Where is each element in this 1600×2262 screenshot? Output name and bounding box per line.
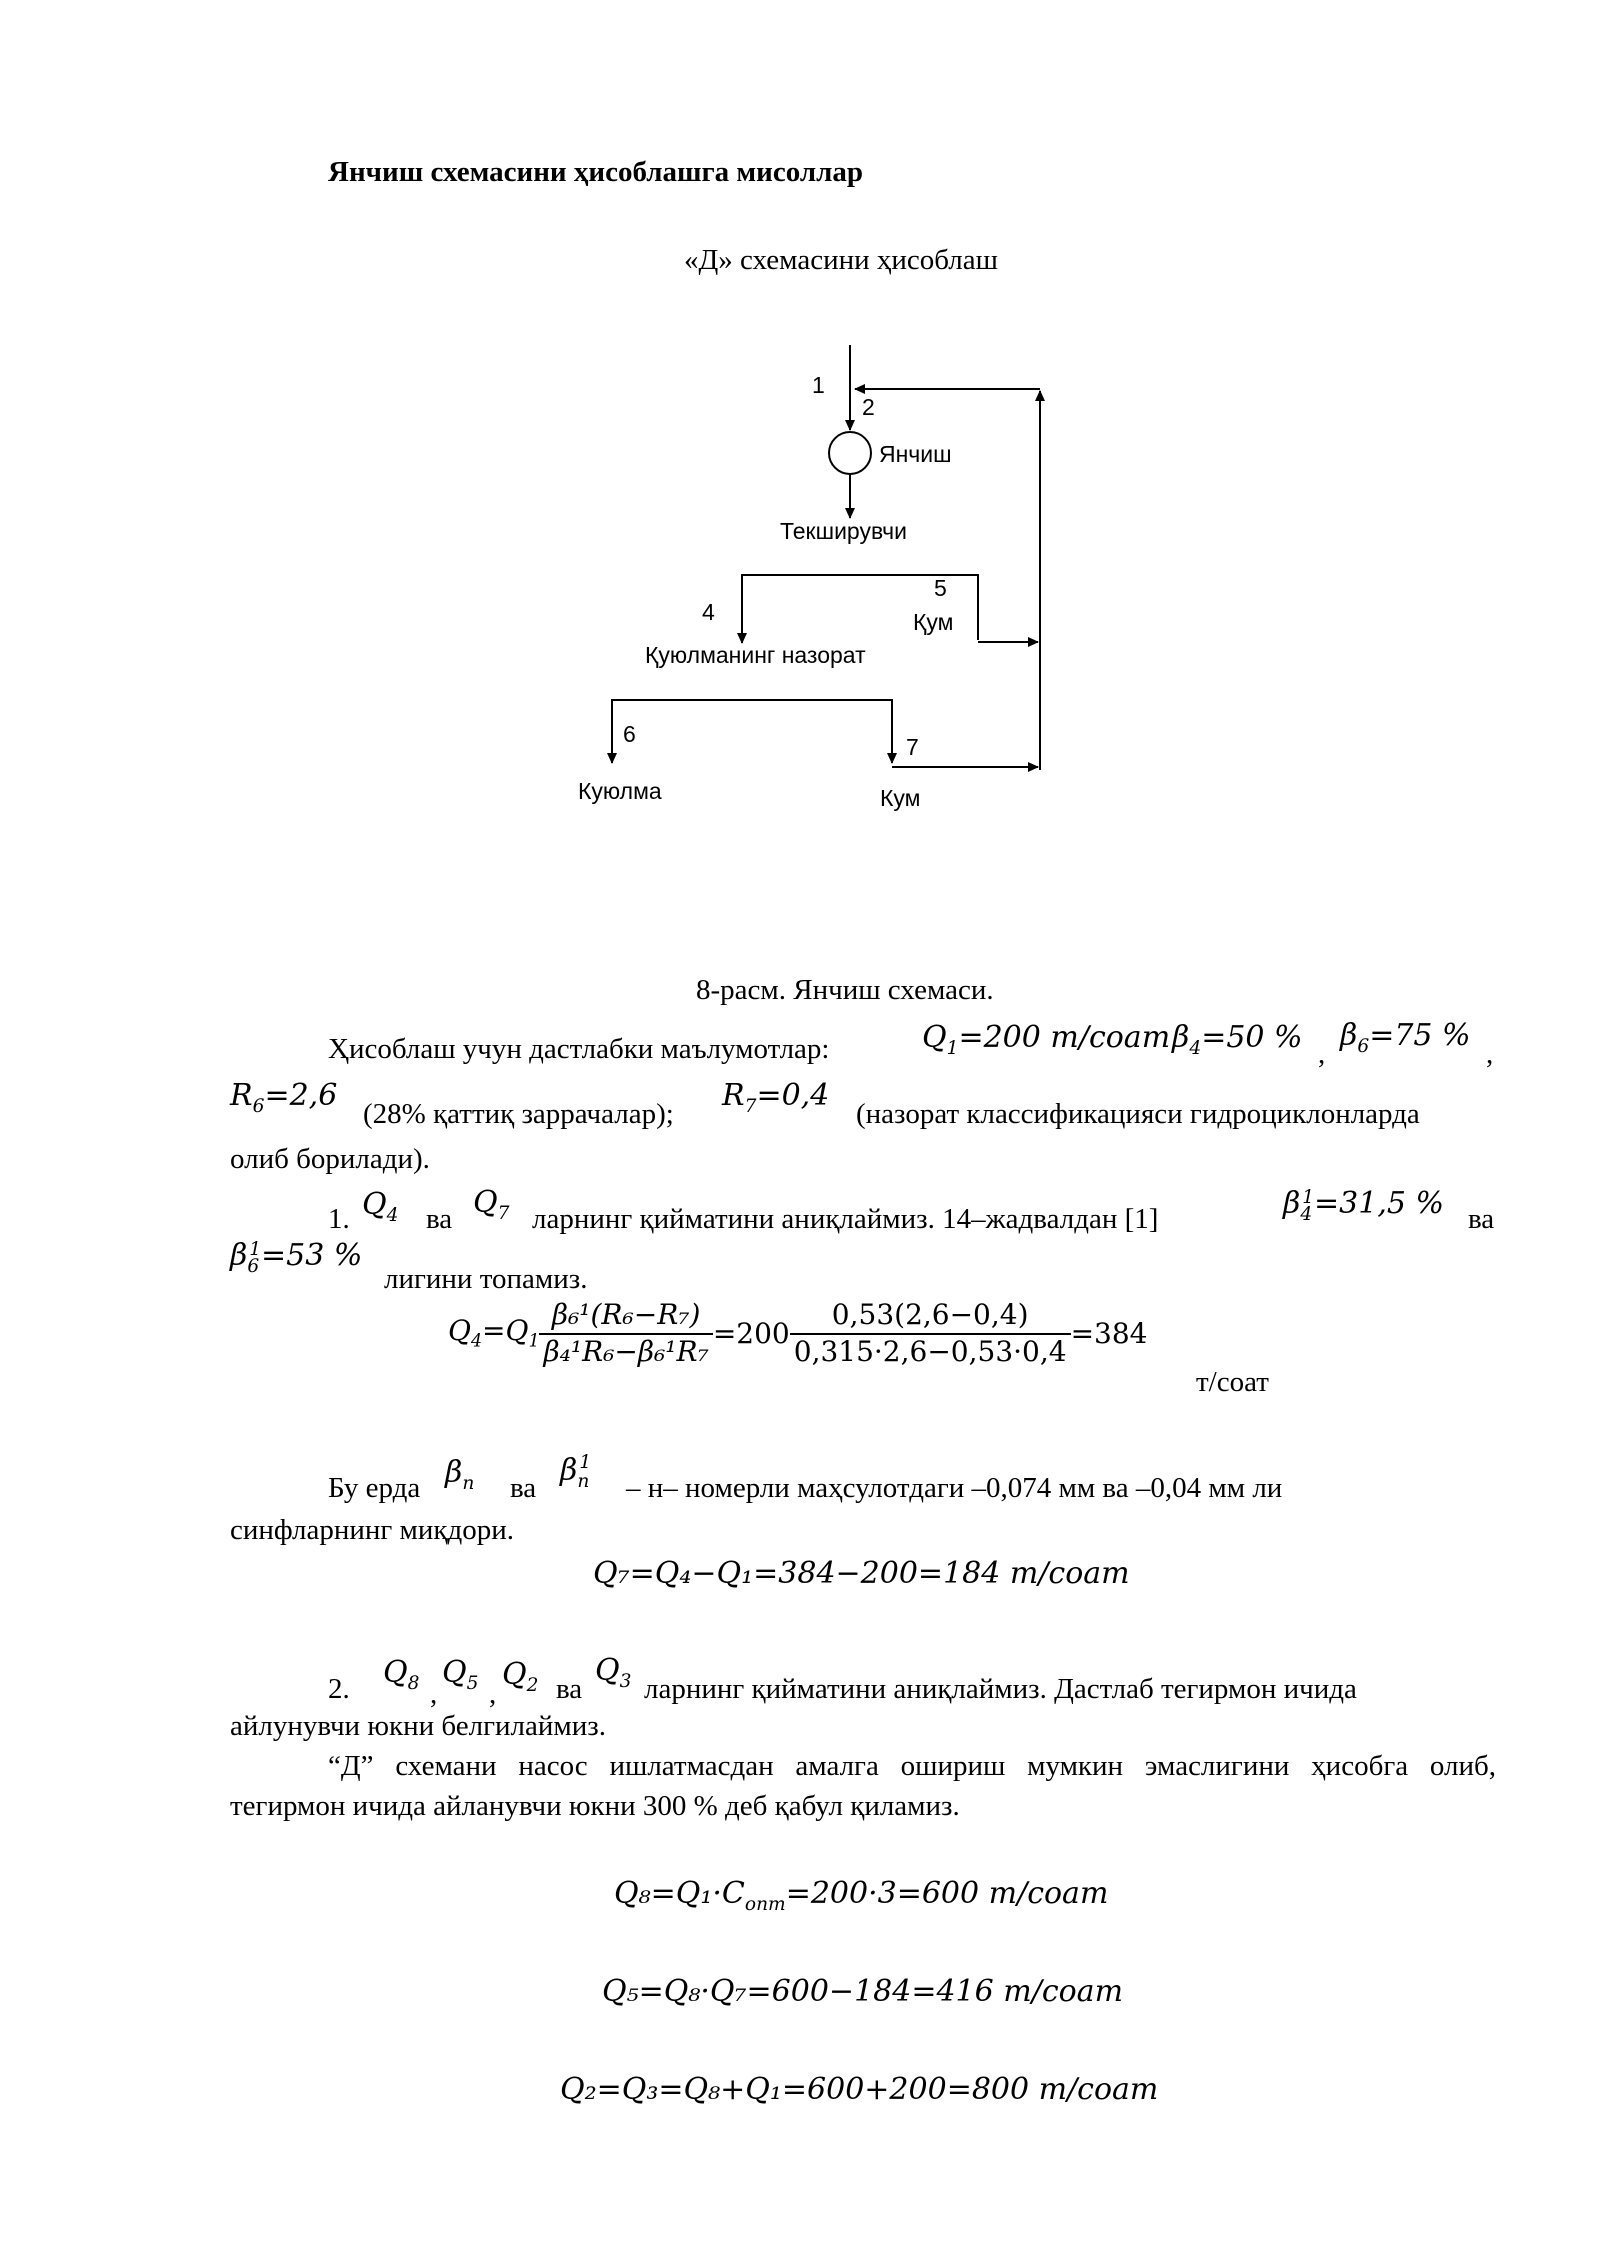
formula-q4-denominator: β₄¹R₆−β₆¹R₇ (543, 1335, 709, 1368)
param-q1: $Q_1=200$ т/соат (922, 1020, 1171, 1059)
formula-q4-numerator-values: 0,53(2,6−0,4) (790, 1298, 1071, 1335)
label-stream-1: 1 (812, 372, 825, 398)
label-stream-4: 4 (702, 599, 715, 625)
label-sand-bottom: Кум (880, 785, 921, 811)
step1-q4: $Q_4$ (362, 1187, 399, 1226)
step2-va: ва (556, 1673, 583, 1705)
step2-q5: $Q_5$ (442, 1655, 479, 1694)
step1-q7: $Q_7$ (473, 1185, 510, 1224)
step1-beta61: $\beta_6^1=53$ % (230, 1238, 363, 1277)
param-r6-note: (28% қаттиқ заррачалар); (363, 1098, 674, 1130)
para3-line2: тегирмон ичида айланувчи юкни 300 % деб қабул қиламиз. (230, 1790, 960, 1822)
control-split-line (612, 700, 892, 760)
label-control: Қуюлманинг назорат (645, 642, 866, 668)
step1-tail: лигини топамиз. (384, 1263, 588, 1295)
label-checker: Текширувчи (780, 518, 907, 544)
step2-line2: айлунувчи юкни белгилаймиз. (230, 1710, 606, 1742)
para3-line1: “Д” схемани насос ишлатмасдан амалга ошириш мумкин эмаслигини ҳисобга олиб, (328, 1750, 1496, 1782)
step1-va: ва (426, 1203, 453, 1235)
formula-q4: $Q_4=Q_1$ $\frac{\text{β₆¹(R₆−R₇)}}{\text{β₄¹R₆−β₆¹R₇}}$ =200 $\frac{0,53(2,6-0,4)}{0,315\cdot 2,6-0,53\cdot 0,4}$ =384 (448, 1298, 1148, 1368)
step2-q8: $Q_8$ (383, 1655, 420, 1694)
step2-number: 2. (328, 1673, 350, 1705)
para1-line3: олиб борилади). (230, 1143, 430, 1175)
param-beta4: $\beta_4=50$ % (1172, 1020, 1303, 1059)
param-comma-1: , (1318, 1038, 1326, 1070)
step1-va2: ва (1468, 1203, 1495, 1235)
para2-beta-n: $\beta_n$ (445, 1455, 475, 1494)
formula-q4-numerator: β₆¹(R₆−R₇) (539, 1298, 712, 1335)
param-comma-2: , (1486, 1038, 1494, 1070)
step2-q2: $Q_2$ (502, 1657, 539, 1696)
param-r6: $R_6=2,6$ (230, 1078, 338, 1117)
label-stream-6: 6 (623, 721, 636, 747)
page-heading: Янчиш схемасини ҳисоблашга мисоллар (328, 156, 864, 188)
formula-q4-unit: т/соат (1196, 1366, 1269, 1398)
step2-sep-1: , (430, 1678, 438, 1710)
param-r7: $R_7=0,4$ (722, 1078, 830, 1117)
para2-text: – н– номерли маҳсулотдаги –0,074 мм ва –0,04 мм ли (626, 1472, 1283, 1504)
label-stream-7: 7 (906, 734, 919, 760)
label-stream-5: 5 (934, 575, 947, 601)
para2-beta-n1: $\beta_n^1$ (560, 1452, 592, 1492)
figure-caption: 8-расм. Янчиш схемаси. (696, 974, 994, 1006)
label-slurry: Куюлма (578, 778, 662, 804)
formula-q2: Q₂=Q₃=Q₈+Q₁=600+200=800 т/соат (560, 2072, 1159, 2107)
para1-lead: Ҳисоблаш учун дастлабки маълумотлар: (328, 1033, 830, 1065)
formula-q8: $Q_8=Q_1\cdot C_{опт}=200\cdot 3=600$ т/соат (614, 1876, 1109, 1915)
formula-q4-denominator-values: 0,315·2,6−0,53·0,4 (793, 1335, 1067, 1368)
step1-beta41: $\beta_4^1=31,5$ % (1283, 1186, 1445, 1225)
step1-number: 1. (328, 1203, 350, 1235)
label-stream-2: 2 (862, 394, 875, 420)
step1-text: ларнинг қийматини аниқлаймиз. 14–жадвалдан [1] (532, 1203, 1159, 1235)
step2-text: ларнинг қийматини аниқлаймиз. Дастлаб тегирмон ичида (644, 1673, 1357, 1705)
formula-q5: Q₅=Q₈·Q₇=600−184=416 т/соат (602, 1974, 1124, 2009)
section-subheading: «Д» схемасини ҳисоблаш (684, 244, 998, 276)
crushing-flow-diagram (0, 0, 1600, 900)
param-r7-note: (назорат классификацияси гидроциклонларда (856, 1098, 1420, 1130)
param-beta6: $\beta_6=75$ % (1340, 1018, 1471, 1057)
crusher-symbol (829, 432, 871, 474)
step2-q3: $Q_3$ (595, 1653, 632, 1692)
para2-line2: синфларнинг миқдори. (230, 1514, 515, 1546)
step2-sep-2: , (489, 1678, 497, 1710)
formula-q7: Q₇=Q₄−Q₁=384−200=184 т/соат (593, 1556, 1130, 1591)
para2-va: ва (510, 1472, 537, 1504)
para2-lead: Бу ерда (328, 1472, 421, 1504)
label-crusher: Янчиш (879, 441, 952, 467)
label-sand-top: Қум (913, 609, 954, 635)
